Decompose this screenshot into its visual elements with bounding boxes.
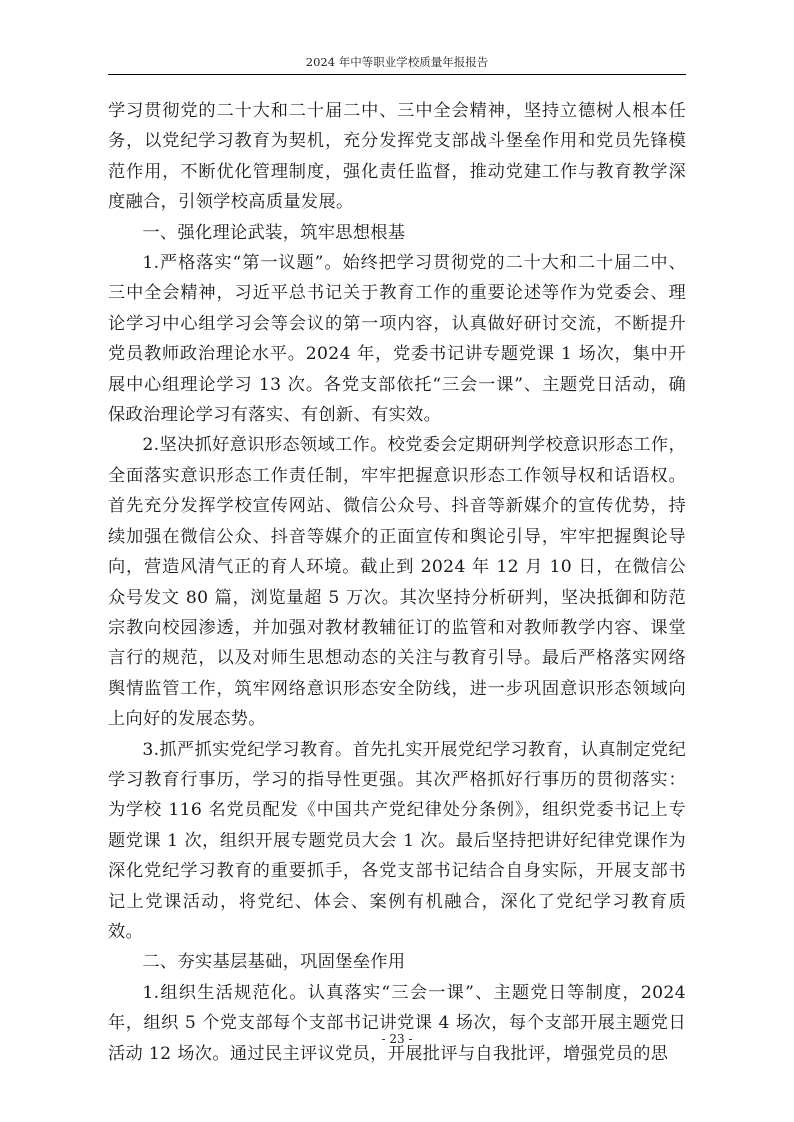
section-heading-1: 一、强化理论武装，筑牢思想根基 (142, 222, 406, 243)
document-body (108, 96, 686, 1069)
paragraph-discipline-education: 3.抓严抓实党纪学习教育。首先扎实开展党纪学习教育，认真制定党纪学习教育行事历，学习的指导性更强。其次严格抓好行事历的贯彻落实：为学校 116 名党员配发《中国共产党纪律处分条例》，组织党委书记上专题党课 1 次，组织开展专题党员大会 1 次。最后坚持把讲好纪律党课作为深化党纪学习教育的重要抓手，各党支部书记结合自身实际，开展支部书记上党课活动，将党纪、体会、案例有机融合，深化了党纪学习教育质效。 (108, 739, 686, 942)
running-header: 2024 年中等职业学校质量年报报告 (305, 55, 489, 69)
header-divider (108, 74, 686, 75)
paragraph-first-topic: 1.严格落实“第一议题”。始终把学习贯彻党的二十大和二十届二中、三中全会精神，习近平总书记关于教育工作的重要论述等作为党委会、理论学习中心组学习会等会议的第一项内容，认真做好研讨交流，不断提升党员教师政治理论水平。2024 年，党委书记讲专题党课 1 场次，集中开展中心组理论学习 13 次。各党支部依托“三会一课”、主题党日活动，确保政治理论学习有落实、有创新、有实效。 (108, 253, 686, 426)
paragraph-organization-life: 1.组织生活规范化。认真落实“三会一课”、主题党日等制度，2024 年，组织 5 个党支部每个支部书记讲党课 4 场次，每个支部开展主题党日活动 12 场次。通过民主评议党员，开展批评与自我批评，增强党员的思 (108, 982, 686, 1064)
page-number: - 23 - (381, 1032, 413, 1046)
paragraph-continuation: 学习贯彻党的二十大和二十届二中、三中全会精神，坚持立德树人根本任务，以党纪学习教育为契机，充分发挥党支部战斗堡垒作用和党员先锋模范作用，不断优化管理制度，强化责任监督，推动党建工作与教育教学深度融合，引领学校高质量发展。 (108, 101, 686, 213)
paragraph-ideology: 2.坚决抓好意识形态领域工作。校党委会定期研判学校意识形态工作，全面落实意识形态工作责任制，牢牢把握意识形态工作领导权和话语权。首先充分发挥学校宣传网站、微信公众号、抖音等新媒介的宣传优势，持续加强在微信公众、抖音等媒介的正面宣传和舆论引导，牢牢把握舆论导向，营造风清气正的育人环境。截止到 2024 年 12 月 10 日，在微信公众号发文 80 篇，浏览量超 5 万次。其次坚持分析研判，坚决抵御和防范宗教向校园渗透，并加强对教材教辅征订的监管和对教师教学内容、课堂言行的规范，以及对师生思想动态的关注与教育引导。最后严格落实网络舆情监管工作，筑牢网络意识形态安全防线，进一步巩固意识形态领域向上向好的发展态势。 (108, 435, 686, 730)
section-heading-2: 二、夯实基层基础，巩固堡垒作用 (142, 952, 406, 973)
